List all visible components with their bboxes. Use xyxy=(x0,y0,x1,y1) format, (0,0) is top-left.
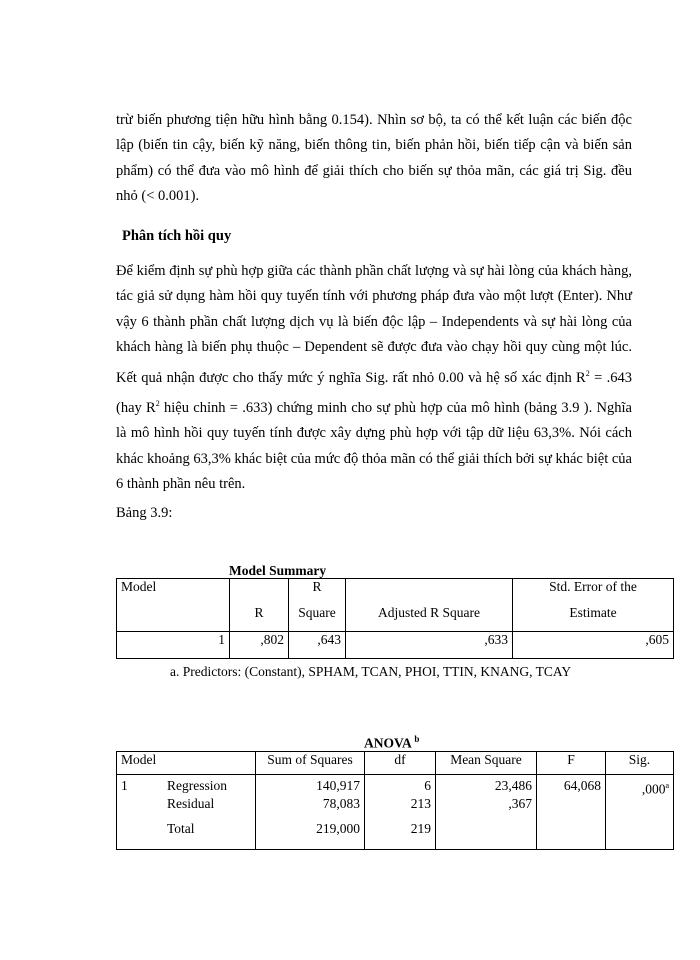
anova-row-label: Residual xyxy=(167,796,215,811)
col-r-header: R xyxy=(230,605,289,632)
paragraph-intro: trừ biến phương tiện hữu hình bằng 0.154). Nhìn sơ bộ, ta có thể kết luận các biến độc lập (biến tin cậy, biến kỹ năng, biến thông tin, biến phản hồi, biến tiếp cận và biến sản phẩm) có thể đưa vào mô hình để giải thích cho biến sự thỏa mãn, các giá trị Sig. đều nhỏ (< 0.001). xyxy=(116,112,632,205)
model-summary-table xyxy=(116,578,674,659)
paragraph-regression: Để kiểm định sự phù hợp giữa các thành phần chất lượng và sự hài lòng của khách hàng, tác giả sử dụng hàm hồi quy tuyến tính với phương pháp đưa vào một lượt (Enter). Như vậy 6 thành phần chất lượng dịch vụ là biến độc lập – Independents và sự hài lòng của khách hàng là biến phụ thuộc – Dependent sẽ được đưa vào chạy hồi quy cùng một lúc. Kết quả nhận được cho thấy mức ý nghĩa Sig. rất nhỏ 0.00 và hệ số xác định $R^2 = .643$ (hay $R^2$ hiệu chỉnh = .633) chứng minh cho sự phù hợp của mô hình (bảng 3.9 ). Nghĩa là mô hình hồi quy tuyến tính được xây dựng phù hợp với tập dữ liệu 63,3%. Nói cách khác khoảng 63,3% khác biệt của mức độ thỏa mãn có thể giải thích bởi sự khác biệt của 6 thành phần nêu trên. xyxy=(116,263,632,492)
cell-adjusted: ,633 xyxy=(346,632,513,659)
col-rsquare-header-1: R xyxy=(289,579,346,606)
anova-row-label: Regression xyxy=(167,778,227,793)
col-model-header: Model xyxy=(117,579,230,632)
anova-df-cell: 6 213 219 xyxy=(365,775,436,850)
anova-model-header: Model xyxy=(117,752,256,775)
anova-sig-header: Sig. xyxy=(606,752,674,775)
anova-title: ANOVA $^b$ xyxy=(364,734,420,751)
anova-model-cell: 1 Regression Residual Total xyxy=(117,775,256,850)
anova-meansq-header: Mean Square xyxy=(436,752,537,775)
anova-table xyxy=(116,751,674,850)
model-summary-title: Model Summary xyxy=(229,563,327,578)
cell-stderr: ,605 xyxy=(513,632,674,659)
anova-sig-cell: ,000$^a$ xyxy=(606,775,674,850)
model-summary-footnote: a. Predictors: (Constant), SPHAM, TCAN, PHOI, TTIN, KNANG, TCAY xyxy=(170,664,572,679)
anova-sumsq-header: Sum of Squares xyxy=(256,752,365,775)
col-stderr-header-1: Std. Error of the xyxy=(513,579,674,606)
anova-f-cell: 64,068 xyxy=(537,775,606,850)
cell-model: 1 xyxy=(117,632,230,659)
anova-f-header: F xyxy=(537,752,606,775)
anova-row-label: Total xyxy=(167,821,195,836)
anova-sumsq-cell: 140,917 78,083 219,000 xyxy=(256,775,365,850)
col-rsquare-header-2: Square xyxy=(289,605,346,632)
cell-rsquare: ,643 xyxy=(289,632,346,659)
section-heading: Phân tích hồi quy xyxy=(122,228,232,244)
col-adjusted-header: Adjusted R Square xyxy=(346,605,513,632)
cell-r: ,802 xyxy=(230,632,289,659)
table-caption: Bảng 3.9: xyxy=(116,505,173,521)
anova-df-header: df xyxy=(365,752,436,775)
col-stderr-header-2: Estimate xyxy=(513,605,674,632)
anova-meansq-cell: 23,486 ,367 xyxy=(436,775,537,850)
